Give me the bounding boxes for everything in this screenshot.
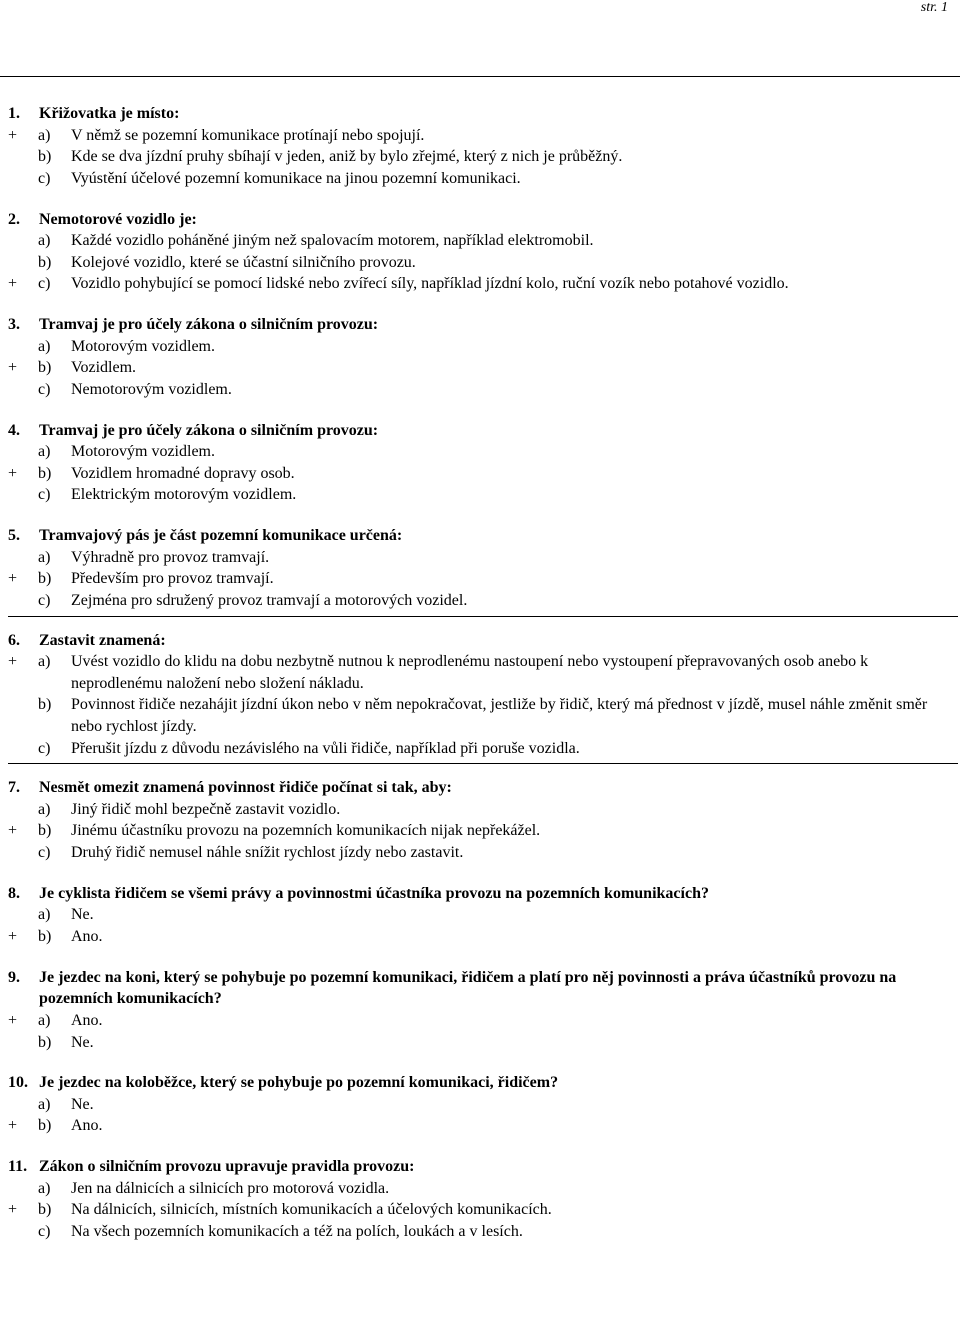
answer-line bbox=[8, 738, 958, 760]
answer-line bbox=[8, 1115, 958, 1137]
question-text: Je cyklista řidičem se všemi právy a povinnostmi účastníka provozu na pozemních komunikacích? bbox=[39, 884, 709, 902]
answer-text: Na všech pozemních komunikacích a též na polích, loukách a v lesích. bbox=[71, 1223, 523, 1241]
question-list bbox=[8, 103, 958, 1262]
answer-letter: a) bbox=[38, 443, 51, 461]
answer-letter: a) bbox=[38, 232, 51, 250]
correct-answer-marker bbox=[8, 1032, 38, 1054]
correct-answer-marker: + bbox=[8, 1011, 18, 1029]
answer-letter: c) bbox=[38, 275, 51, 293]
answer-line bbox=[8, 547, 958, 569]
question-text: Zastavit znamená: bbox=[39, 631, 166, 649]
correct-answer-marker bbox=[8, 252, 38, 274]
question-text: Nesmět omezit znamená povinnost řidiče počínat si tak, aby: bbox=[39, 779, 452, 797]
answer-letter: b) bbox=[38, 148, 52, 166]
answer-text: Každé vozidlo poháněné jiným než spalovacím motorem, například elektromobil. bbox=[71, 232, 594, 250]
answer-text: Na dálnicích, silnicích, místních komunikacích a účelových komunikacích. bbox=[71, 1201, 552, 1219]
answer-letter: b) bbox=[38, 822, 52, 840]
question-line bbox=[8, 1072, 958, 1094]
question-number: 3. bbox=[8, 316, 20, 334]
answer-line bbox=[8, 842, 958, 864]
answer-line bbox=[8, 484, 958, 506]
correct-answer-marker bbox=[8, 484, 38, 506]
question-block bbox=[8, 209, 958, 295]
correct-answer-marker bbox=[8, 336, 38, 358]
correct-answer-marker: + bbox=[8, 570, 18, 588]
answer-text: Kde se dva jízdní pruhy sbíhají v jeden, aniž by bylo zřejmé, který z nich je průběžný. bbox=[71, 148, 623, 166]
answer-letter: a) bbox=[38, 1095, 51, 1113]
question-number: 10. bbox=[8, 1074, 28, 1092]
question-line bbox=[8, 525, 958, 547]
question-block bbox=[8, 630, 958, 760]
question-block bbox=[8, 1072, 958, 1137]
correct-answer-marker: + bbox=[8, 1117, 18, 1135]
correct-answer-marker bbox=[8, 1178, 38, 1200]
answer-line bbox=[8, 125, 958, 147]
question-block bbox=[8, 1156, 958, 1242]
answer-letter: c) bbox=[38, 380, 51, 398]
question-line bbox=[8, 103, 958, 125]
question-line bbox=[8, 420, 958, 442]
correct-answer-marker: + bbox=[8, 1201, 18, 1219]
correct-answer-marker: + bbox=[8, 275, 18, 293]
question-number: 1. bbox=[8, 105, 20, 122]
question-text: Je jezdec na koloběžce, který se pohybuje po pozemní komunikaci, řidičem? bbox=[39, 1074, 559, 1092]
answer-line bbox=[8, 799, 958, 821]
question-number: 5. bbox=[8, 527, 20, 545]
answer-line bbox=[8, 379, 958, 401]
question-number: 2. bbox=[8, 210, 20, 228]
answer-letter: b) bbox=[38, 1033, 52, 1051]
question-block bbox=[8, 525, 958, 611]
section-divider bbox=[8, 763, 958, 764]
answer-letter: c) bbox=[38, 843, 51, 861]
question-text: Nemotorové vozidlo je: bbox=[39, 210, 197, 228]
answer-line bbox=[8, 1010, 958, 1032]
answer-line bbox=[8, 926, 958, 948]
answer-letter: a) bbox=[38, 653, 51, 671]
answer-line bbox=[8, 590, 958, 612]
answer-text: Vozidlem. bbox=[71, 359, 137, 377]
correct-answer-marker bbox=[8, 590, 38, 612]
answer-text: V němž se pozemní komunikace protínají nebo spojují. bbox=[71, 126, 425, 144]
answer-text: Ne. bbox=[71, 906, 94, 924]
answer-letter: b) bbox=[38, 1201, 52, 1219]
answer-line bbox=[8, 651, 958, 694]
answer-line bbox=[8, 357, 958, 379]
answer-letter: b) bbox=[38, 359, 52, 377]
question-line bbox=[8, 209, 958, 231]
answer-text: Ne. bbox=[71, 1095, 94, 1113]
correct-answer-marker bbox=[8, 842, 38, 864]
question-number: 7. bbox=[8, 779, 20, 797]
answer-letter: c) bbox=[38, 486, 51, 504]
answer-text: Nemotorovým vozidlem. bbox=[71, 380, 232, 398]
answer-text: Ano. bbox=[71, 1011, 103, 1029]
answer-text: Uvést vozidlo do klidu na dobu nezbytně nutnou k neprodlenému nastoupení nebo vystoupení přepravovaných osob anebo k neprodlenému naložení nebo složení nákladu. bbox=[71, 653, 869, 692]
correct-answer-marker bbox=[8, 694, 38, 737]
section-divider bbox=[8, 616, 958, 617]
answer-letter: c) bbox=[38, 592, 51, 610]
question-text: Je jezdec na koni, který se pohybuje po pozemní komunikaci, řidičem a platí pro něj povinnosti a práva účastníků provozu na pozemních komunikacích? bbox=[39, 968, 897, 1008]
answer-text: Jinému účastníku provozu na pozemních komunikacích nijak nepřekážel. bbox=[71, 822, 541, 840]
answer-line bbox=[8, 1094, 958, 1116]
answer-letter: b) bbox=[38, 570, 52, 588]
answer-text: Výhradně pro provoz tramvají. bbox=[71, 548, 270, 566]
correct-answer-marker bbox=[8, 547, 38, 569]
question-number: 11. bbox=[8, 1158, 28, 1176]
answer-text: Zejména pro sdružený provoz tramvají a motorových vozidel. bbox=[71, 592, 468, 610]
answer-line bbox=[8, 230, 958, 252]
answer-letter: b) bbox=[38, 696, 52, 714]
correct-answer-marker: + bbox=[8, 927, 18, 945]
answer-line bbox=[8, 1199, 958, 1221]
correct-answer-marker: + bbox=[8, 653, 18, 671]
answer-letter: a) bbox=[38, 548, 51, 566]
answer-text: Ano. bbox=[71, 927, 103, 945]
answer-text: Jiný řidič mohl bezpečně zastavit vozidlo. bbox=[71, 800, 341, 818]
answer-letter: a) bbox=[38, 1011, 51, 1029]
page-number: str. 1 bbox=[920, 0, 948, 15]
answer-letter: b) bbox=[38, 927, 52, 945]
question-block bbox=[8, 103, 958, 189]
header-rule bbox=[0, 76, 960, 77]
answer-letter: c) bbox=[38, 739, 51, 757]
answer-letter: a) bbox=[38, 1179, 51, 1197]
question-text: Křižovatka je místo: bbox=[39, 105, 180, 122]
answer-line bbox=[8, 1032, 958, 1054]
answer-text: Ano. bbox=[71, 1117, 103, 1135]
answer-text: Přerušit jízdu z důvodu nezávislého na vůli řidiče, například při poruše vozidla. bbox=[71, 739, 580, 757]
answer-line bbox=[8, 1178, 958, 1200]
answer-line bbox=[8, 820, 958, 842]
answer-text: Vyústění účelové pozemní komunikace na jinou pozemní komunikaci. bbox=[71, 169, 521, 187]
correct-answer-marker bbox=[8, 738, 38, 760]
answer-line bbox=[8, 441, 958, 463]
answer-text: Motorovým vozidlem. bbox=[71, 443, 215, 461]
question-number: 6. bbox=[8, 631, 20, 649]
answer-letter: b) bbox=[38, 253, 52, 271]
question-line bbox=[8, 1156, 958, 1178]
question-number: 9. bbox=[8, 968, 20, 986]
question-block bbox=[8, 967, 958, 1053]
question-line bbox=[8, 314, 958, 336]
correct-answer-marker bbox=[8, 168, 38, 190]
correct-answer-marker bbox=[8, 1221, 38, 1243]
answer-text: Jen na dálnicích a silnicích pro motorová vozidla. bbox=[71, 1179, 390, 1197]
question-text: Tramvajový pás je část pozemní komunikace určená: bbox=[39, 527, 403, 545]
correct-answer-marker bbox=[8, 904, 38, 926]
correct-answer-marker: + bbox=[8, 359, 18, 377]
correct-answer-marker bbox=[8, 146, 38, 168]
answer-line bbox=[8, 463, 958, 485]
answer-letter: c) bbox=[38, 1223, 51, 1241]
answer-line bbox=[8, 568, 958, 590]
answer-text: Vozidlem hromadné dopravy osob. bbox=[71, 464, 295, 482]
answer-letter: b) bbox=[38, 464, 52, 482]
correct-answer-marker: + bbox=[8, 464, 18, 482]
answer-letter: a) bbox=[38, 800, 51, 818]
answer-letter: c) bbox=[38, 169, 51, 187]
question-block bbox=[8, 420, 958, 506]
correct-answer-marker bbox=[8, 379, 38, 401]
correct-answer-marker bbox=[8, 799, 38, 821]
answer-line bbox=[8, 1221, 958, 1243]
answer-line bbox=[8, 168, 958, 190]
question-number: 8. bbox=[8, 884, 20, 902]
correct-answer-marker bbox=[8, 230, 38, 252]
answer-line bbox=[8, 904, 958, 926]
question-line bbox=[8, 630, 958, 652]
question-line bbox=[8, 777, 958, 799]
answer-text: Motorovým vozidlem. bbox=[71, 337, 215, 355]
answer-line bbox=[8, 273, 958, 295]
question-block bbox=[8, 777, 958, 863]
question-text: Zákon o silničním provozu upravuje pravidla provozu: bbox=[39, 1158, 415, 1176]
answer-line bbox=[8, 336, 958, 358]
question-text: Tramvaj je pro účely zákona o silničním provozu: bbox=[39, 421, 379, 439]
answer-letter: b) bbox=[38, 1117, 52, 1135]
question-number: 4. bbox=[8, 421, 20, 439]
correct-answer-marker bbox=[8, 441, 38, 463]
answer-letter: a) bbox=[38, 337, 51, 355]
answer-letter: a) bbox=[38, 906, 51, 924]
answer-line bbox=[8, 146, 958, 168]
question-block bbox=[8, 883, 958, 948]
question-line bbox=[8, 967, 958, 1010]
question-block bbox=[8, 314, 958, 400]
answer-text: Kolejové vozidlo, které se účastní silničního provozu. bbox=[71, 253, 416, 271]
question-line bbox=[8, 883, 958, 905]
correct-answer-marker: + bbox=[8, 822, 18, 840]
answer-text: Vozidlo pohybující se pomocí lidské nebo zvířecí síly, například jízdní kolo, ruční vozík nebo potahové vozidlo. bbox=[71, 275, 789, 293]
answer-text: Povinnost řidiče nezahájit jízdní úkon nebo v něm nepokračovat, jestliže by řidič, který má přednost v jízdě, musel náhle změnit směr nebo rychlost jízdy. bbox=[71, 696, 928, 735]
correct-answer-marker bbox=[8, 1094, 38, 1116]
answer-line bbox=[8, 252, 958, 274]
answer-text: Ne. bbox=[71, 1033, 94, 1051]
question-text: Tramvaj je pro účely zákona o silničním provozu: bbox=[39, 316, 379, 334]
answer-line bbox=[8, 694, 958, 737]
answer-text: Elektrickým motorovým vozidlem. bbox=[71, 486, 297, 504]
answer-letter: a) bbox=[38, 126, 51, 144]
correct-answer-marker: + bbox=[8, 126, 18, 144]
answer-text: Druhý řidič nemusel náhle snížit rychlost jízdy nebo zastavit. bbox=[71, 843, 464, 861]
answer-text: Především pro provoz tramvají. bbox=[71, 570, 274, 588]
